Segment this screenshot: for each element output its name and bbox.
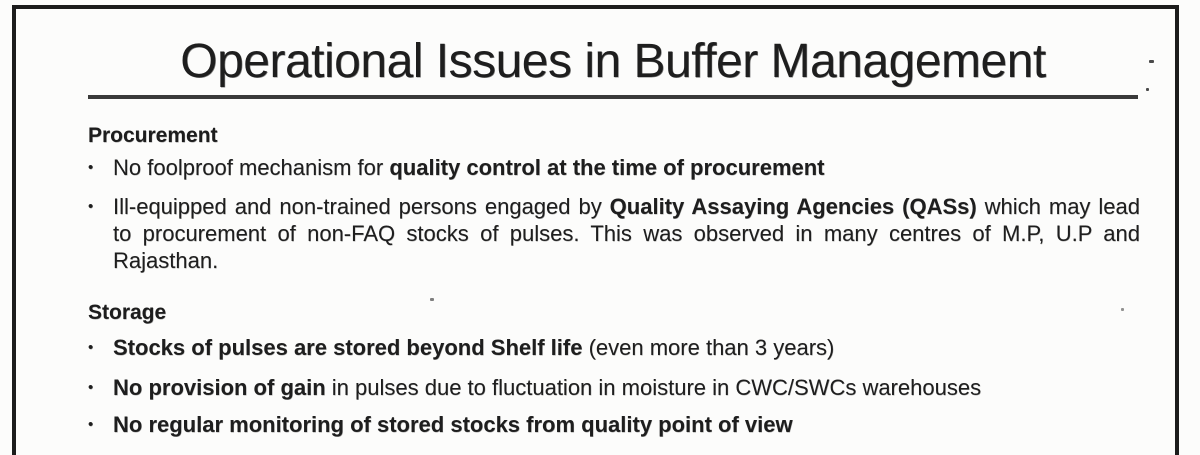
scan-artifact-dot <box>1149 60 1154 63</box>
bullet-text <box>113 193 1140 274</box>
bullet-item-quality-control <box>88 154 1140 182</box>
bullet-text <box>113 154 1140 182</box>
bullet-icon: • <box>88 198 94 215</box>
bullet-item-ill-equipped <box>88 193 1140 274</box>
section-heading-procurement: Procurement <box>88 124 218 147</box>
bullet-icon: • <box>88 339 94 356</box>
scan-artifact-dot <box>430 298 434 301</box>
bullet-text-segment: (even more than 3 years) <box>582 335 835 360</box>
section-heading-storage: Storage <box>88 301 167 324</box>
bullet-text-segment: Stocks of pulses are stored beyond Shelf life <box>113 335 583 360</box>
bullet-text <box>113 411 1140 439</box>
bullet-text-segment: in pulses due to fluctuation in moisture in CWC/SWCs warehouses <box>325 375 982 400</box>
bullet-text-segment: No foolproof mechanism for <box>113 155 390 180</box>
bullet-icon: • <box>88 416 94 433</box>
bullet-text-segment: Ill-equipped and non-trained persons engaged by <box>113 194 610 219</box>
bullet-text-segment: quality control at the time of procurement <box>389 155 825 180</box>
bullet-text <box>113 374 1140 402</box>
bullet-text-segment: No regular monitoring of stored stocks from quality point of view <box>113 412 793 437</box>
bullet-icon: • <box>88 379 94 396</box>
bullet-item-no-monitoring <box>88 411 1140 439</box>
bullet-text-segment: Quality Assaying Agencies (QASs) <box>609 194 977 219</box>
scan-artifact-dot <box>1146 88 1149 91</box>
bullet-icon: • <box>88 159 94 176</box>
slide-title: Operational Issues in Buffer Management <box>88 33 1138 99</box>
bullet-text-segment: which may lead to procurement of non-FAQ stocks of pulses. This was observed in many centres of M.P, U.P and Rajasthan. <box>113 194 1140 273</box>
bullet-item-shelf-life <box>88 334 1140 362</box>
scan-artifact-dot <box>1121 308 1124 311</box>
bullet-text-segment: No provision of gain <box>113 375 326 400</box>
bullet-text <box>113 334 1140 362</box>
bullet-item-no-provision-gain <box>88 374 1140 402</box>
